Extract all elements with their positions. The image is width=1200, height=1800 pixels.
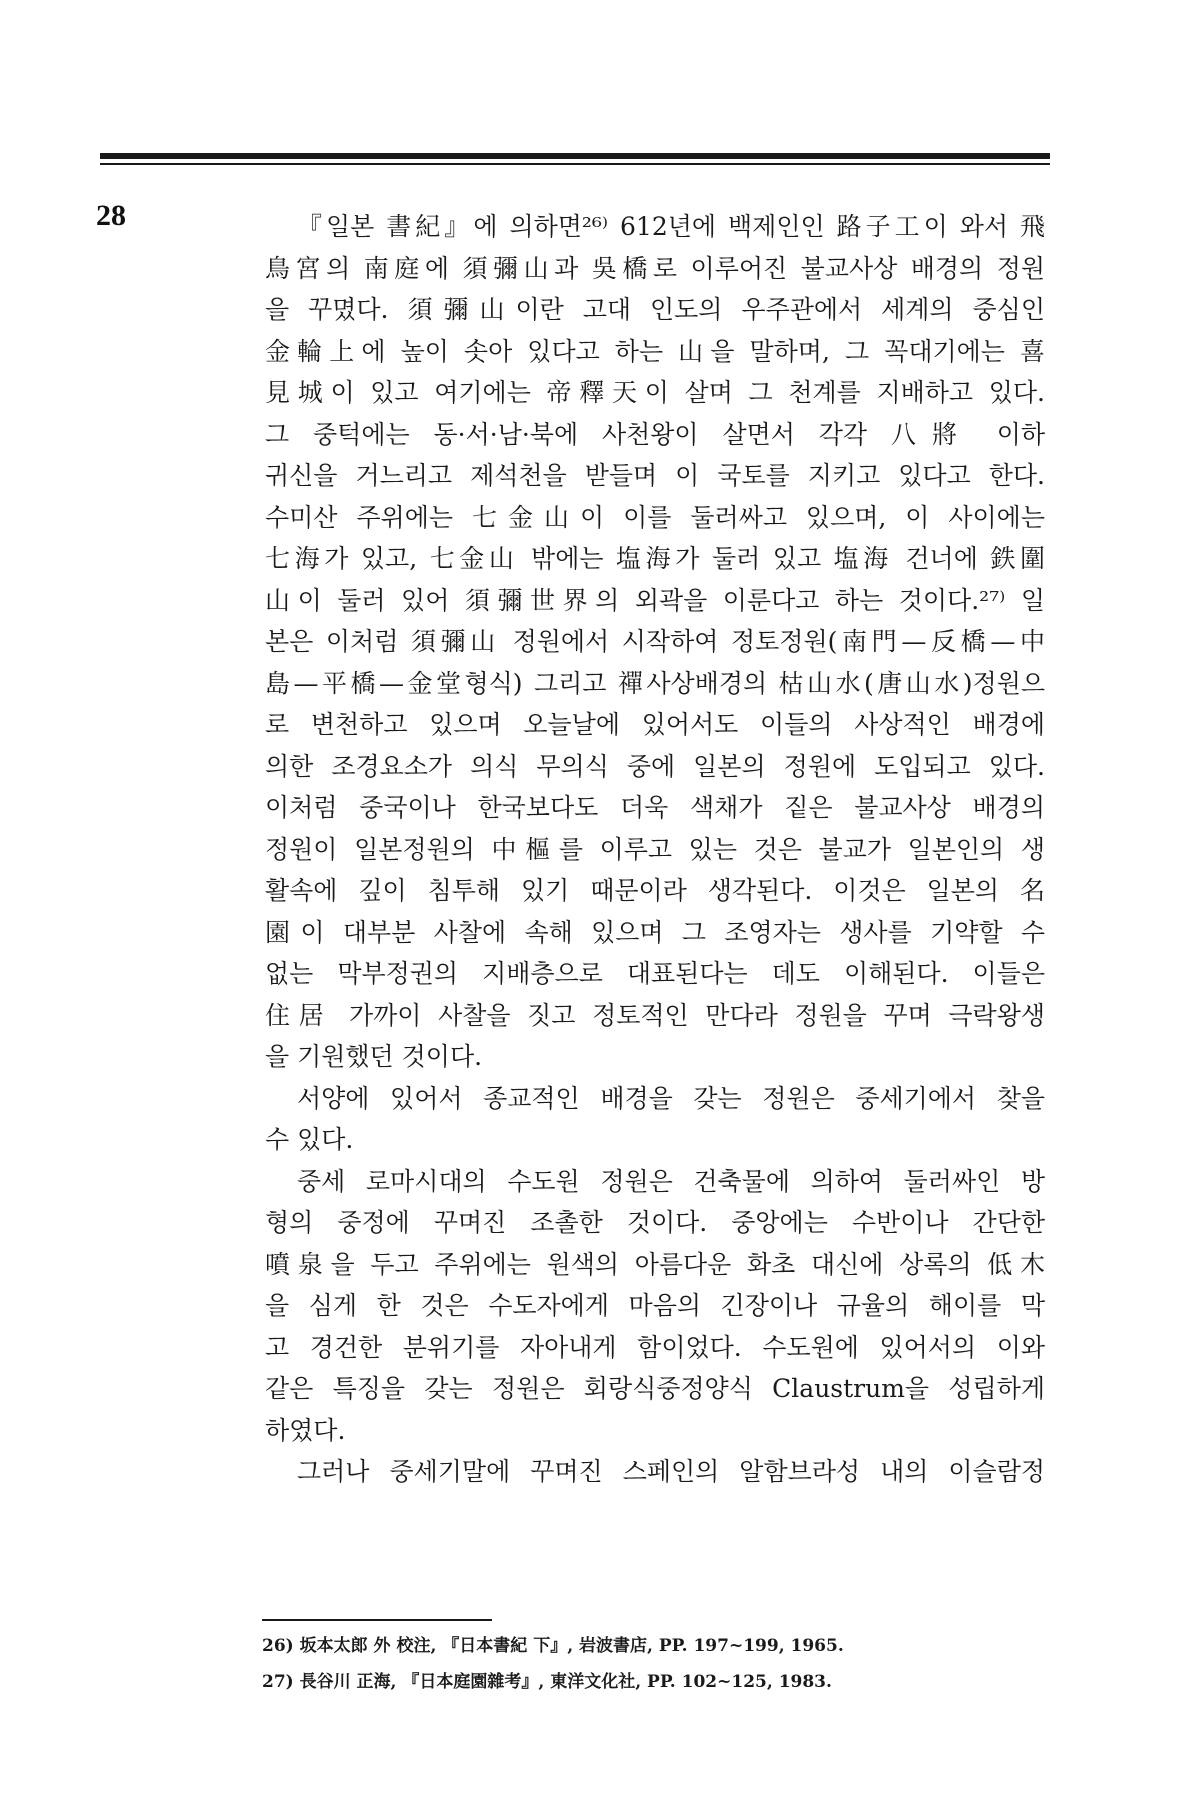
text-line: 을 꾸몄다. 須彌山이란 고대 인도의 우주관에서 세계의 중심인 [265,295,1045,324]
text-line: 중세 로마시대의 수도원 정원은 건축물에 의하여 둘러싸인 방 [297,1166,1045,1196]
text-line: 園이 대부분 사찰에 속해 있으며 그 조영자는 생사를 기약할 수 [265,917,1045,947]
page-number: 28 [96,199,126,232]
text-line: 서양에 있어서 종교적인 배경을 갖는 정원은 중세기에서 찾을 [297,1083,1045,1113]
text-line: 활속에 깊이 침투해 있기 때문이라 생각된다. 이것은 일본의 名 [265,876,1045,905]
text-line: 본은 이처럼 須彌山 정원에서 시작하여 정토정원(南門—反橋—中 [265,627,1045,656]
text-line: 住居 가까이 사찰을 짓고 정토적인 만다라 정원을 꾸며 극락왕생 [265,1000,1045,1030]
text-line: 七海가 있고, 七金山 밖에는 塩海가 둘러 있고 塩海 건너에 鉄圍 [265,544,1045,573]
body-text [265,206,1045,1493]
text-line: 을 심게 한 것은 수도자에게 마음의 긴장이나 규율의 해이를 막 [265,1291,1045,1320]
text-line: 수 있다. [265,1125,354,1154]
text-line: 이처럼 중국이나 한국보다도 더욱 색채가 짙은 불교사상 배경의 [265,793,1045,822]
footnotes [262,1628,1042,1700]
footnote-rule [262,1619,492,1621]
text-line: 金輪上에 높이 솟아 있다고 하는 山을 말하며, 그 꼭대기에는 喜 [265,336,1045,366]
text-line: 을 기원했던 것이다. [265,1042,483,1071]
text-line: 고 경건한 분위기를 자아내게 함이었다. 수도원에 있어서의 이와 [265,1332,1045,1362]
text-line: 수미산 주위에는 七金山이 이를 둘러싸고 있으며, 이 사이에는 [265,502,1045,532]
footnote-26: 26) 坂本太郎 外 校注, 『日本書紀 下』, 岩波書店, PP. 197~199, 1965. [262,1636,844,1656]
text-line: 『일본 書紀』에 의하면²⁶⁾ 612년에 백제인인 路子工이 와서 飛 [297,212,1045,241]
text-line: 정원이 일본정원의 中樞를 이루고 있는 것은 불교가 일본인의 생 [265,834,1045,864]
text-line: 山이 둘러 있어 須彌世界의 외곽을 이룬다고 하는 것이다.²⁷⁾ 일 [265,585,1045,615]
header-rule-thin [100,163,1050,165]
text-line: 없는 막부정권의 지배층으로 대표된다는 데도 이해된다. 이들은 [265,959,1045,988]
text-line: 로 변천하고 있으며 오늘날에 있어서도 이들의 사상적인 배경에 [265,710,1045,739]
text-line: 鳥宮의 南庭에 須彌山과 吳橋로 이루어진 불교사상 배경의 정원 [265,253,1045,283]
text-line: 같은 특징을 갖는 정원은 회랑식중정양식 Claustrum을 성립하게 [265,1374,1045,1403]
text-line: 見城이 있고 여기에는 帝釋天이 살며 그 천계를 지배하고 있다. [265,378,1045,407]
text-line: 형의 중정에 꾸며진 조촐한 것이다. 중앙에는 수반이나 간단한 [265,1208,1045,1237]
footnote-27: 27) 長谷川 正海, 『日本庭園雜考』, 東洋文化社, PP. 102~125, 1983. [262,1672,832,1692]
text-line: 그러나 중세기말에 꾸며진 스페인의 알함브라성 내의 이슬람정 [297,1457,1045,1486]
text-line: 귀신을 거느리고 제석천을 받들며 이 국토를 지키고 있다고 한다. [265,461,1045,490]
text-line: 그 중턱에는 동·서·남·북에 사천왕이 살면서 각각 八將 이하 [265,419,1045,449]
text-line: 하였다. [265,1415,346,1445]
header-rule-thick [100,153,1050,159]
text-line: 噴泉을 두고 주위에는 원색의 아름다운 화초 대신에 상록의 低木 [265,1249,1045,1279]
text-line: 의한 조경요소가 의식 무의식 중에 일본의 정원에 도입되고 있다. [265,751,1045,781]
text-line: 島—平橋—金堂형식) 그리고 禪사상배경의 枯山水(唐山水)정원으 [265,668,1045,698]
